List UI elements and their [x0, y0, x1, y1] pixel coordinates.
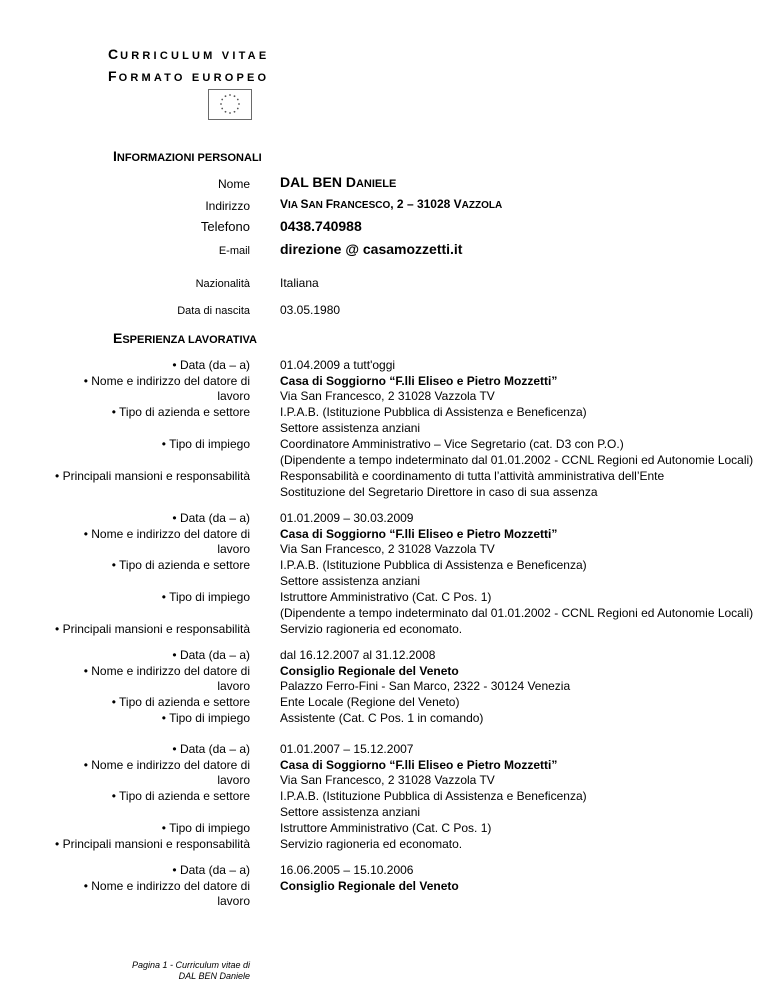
job-employer: Casa di Soggiorno “F.lli Eliseo e Pietro Mozzetti” — [280, 374, 558, 388]
job-date: dal 16.12.2007 al 31.12.2008 — [280, 648, 436, 662]
job-duties: Responsabilità e coordinamento di tutta l’attività amministrativa dell’Ente — [280, 469, 665, 483]
job-duties-label: • Principali mansioni e responsabilità — [55, 837, 250, 851]
job-position: Istruttore Amministrativo (Cat. C Pos. 1) — [280, 590, 492, 604]
name-value: DAL BEN DANIELE — [280, 174, 397, 190]
name-label: Nome — [217, 177, 250, 191]
job-position-note: (Dipendente a tempo indeterminato dal 01.01.2002 - CCNL Regioni ed Autonomie Locali) — [280, 453, 754, 467]
job-date-label: • Data (da – a) — [172, 511, 250, 525]
job-date-label: • Data (da – a) — [172, 358, 250, 372]
address-label: Indirizzo — [205, 199, 250, 213]
section-title-personal: INFORMAZIONI PERSONALI — [113, 148, 262, 164]
job-date: 01.04.2009 a tutt'oggi — [280, 358, 396, 372]
job-employer-label-cont: lavoro — [217, 679, 250, 693]
job-date: 01.01.2009 – 30.03.2009 — [280, 511, 414, 525]
job-employer: Casa di Soggiorno “F.lli Eliseo e Pietro Mozzetti” — [280, 527, 558, 541]
header-title: CURRICULUM VITAE — [108, 46, 270, 62]
footer-page-label: Pagina 1 - Curriculum vitae di — [131, 960, 250, 970]
job-duties: Servizio ragioneria ed economato. — [280, 622, 463, 636]
job-position-note: (Dipendente a tempo indeterminato dal 01.01.2002 - CCNL Regioni ed Autonomie Locali) — [280, 606, 754, 620]
email-value: direzione @ casamozzetti.it — [280, 241, 463, 257]
job-date-label: • Data (da – a) — [172, 863, 250, 877]
nationality-label: Nazionalità — [195, 278, 250, 290]
job-employer-address: Via San Francesco, 2 31028 Vazzola TV — [280, 773, 495, 787]
email-label: E-mail — [218, 245, 250, 257]
job-employer-address: Palazzo Ferro-Fini - San Marco, 2322 - 30124 Venezia — [280, 679, 571, 693]
job-date-label: • Data (da – a) — [172, 648, 250, 662]
header-subtitle: FORMATO EUROPEO — [108, 68, 270, 84]
job-date: 16.06.2005 – 15.10.2006 — [280, 863, 414, 877]
job-employer-label: • Nome e indirizzo del datore di — [83, 879, 250, 893]
job-type: Ente Locale (Regione del Veneto) — [280, 695, 460, 709]
birth-value: 03.05.1980 — [280, 303, 341, 317]
page-footer — [132, 960, 250, 982]
job-employer-label-cont: lavoro — [217, 894, 250, 908]
section-title-experience: ESPERIENZA LAVORATIVA — [113, 330, 257, 346]
footer-author: DAL BEN Daniele — [178, 971, 250, 981]
job-duties: Servizio ragioneria ed economato. — [280, 837, 463, 851]
job-employer-address: Via San Francesco, 2 31028 Vazzola TV — [280, 542, 495, 556]
job-duties-label: • Principali mansioni e responsabilità — [55, 622, 250, 636]
job-employer-label: • Nome e indirizzo del datore di — [83, 527, 250, 541]
job-type-label: • Tipo di azienda e settore — [111, 789, 250, 803]
job-date: 01.01.2007 – 15.12.2007 — [280, 742, 414, 756]
job-employer-label: • Nome e indirizzo del datore di — [83, 664, 250, 678]
job-type: I.P.A.B. (Istituzione Pubblica di Assistenza e Beneficenza) — [280, 558, 587, 572]
job-sector: Settore assistenza anziani — [280, 805, 421, 819]
job-date-label: • Data (da – a) — [172, 742, 250, 756]
address-value: VIA SAN FRANCESCO, 2 – 31028 VAZZOLA — [280, 197, 503, 211]
phone-label: Telefono — [200, 219, 250, 234]
job-position: Coordinatore Amministrativo – Vice Segretario (cat. D3 con P.O.) — [280, 437, 624, 451]
job-employer-label-cont: lavoro — [217, 542, 250, 556]
job-employer: Consiglio Regionale del Veneto — [280, 879, 459, 893]
job-employer-label: • Nome e indirizzo del datore di — [83, 374, 250, 388]
job-employer-label-cont: lavoro — [217, 389, 250, 403]
job-employer-address: Via San Francesco, 2 31028 Vazzola TV — [280, 389, 495, 403]
job-position-label: • Tipo di impiego — [161, 711, 250, 725]
job-duties-label: • Principali mansioni e responsabilità — [55, 469, 250, 483]
birth-label: Data di nascita — [177, 305, 250, 317]
job-position: Istruttore Amministrativo (Cat. C Pos. 1) — [280, 821, 492, 835]
job-type-label: • Tipo di azienda e settore — [111, 695, 250, 709]
job-type: I.P.A.B. (Istituzione Pubblica di Assistenza e Beneficenza) — [280, 405, 587, 419]
eu-flag-icon — [208, 89, 252, 120]
nationality-value: Italiana — [280, 276, 319, 290]
phone-value: 0438.740988 — [280, 218, 362, 234]
job-position-label: • Tipo di impiego — [161, 437, 250, 451]
job-sector: Settore assistenza anziani — [280, 574, 421, 588]
job-duties-2: Sostituzione del Segretario Direttore in caso di sua assenza — [280, 485, 598, 499]
job-type-label: • Tipo di azienda e settore — [111, 405, 250, 419]
job-position-label: • Tipo di impiego — [161, 821, 250, 835]
job-position-label: • Tipo di impiego — [161, 590, 250, 604]
job-employer: Consiglio Regionale del Veneto — [280, 664, 459, 678]
job-position: Assistente (Cat. C Pos. 1 in comando) — [280, 711, 484, 725]
job-type: I.P.A.B. (Istituzione Pubblica di Assistenza e Beneficenza) — [280, 789, 587, 803]
job-employer: Casa di Soggiorno “F.lli Eliseo e Pietro Mozzetti” — [280, 758, 558, 772]
job-type-label: • Tipo di azienda e settore — [111, 558, 250, 572]
job-sector: Settore assistenza anziani — [280, 421, 421, 435]
job-employer-label-cont: lavoro — [217, 773, 250, 787]
cv-header — [108, 44, 269, 88]
job-employer-label: • Nome e indirizzo del datore di — [83, 758, 250, 772]
